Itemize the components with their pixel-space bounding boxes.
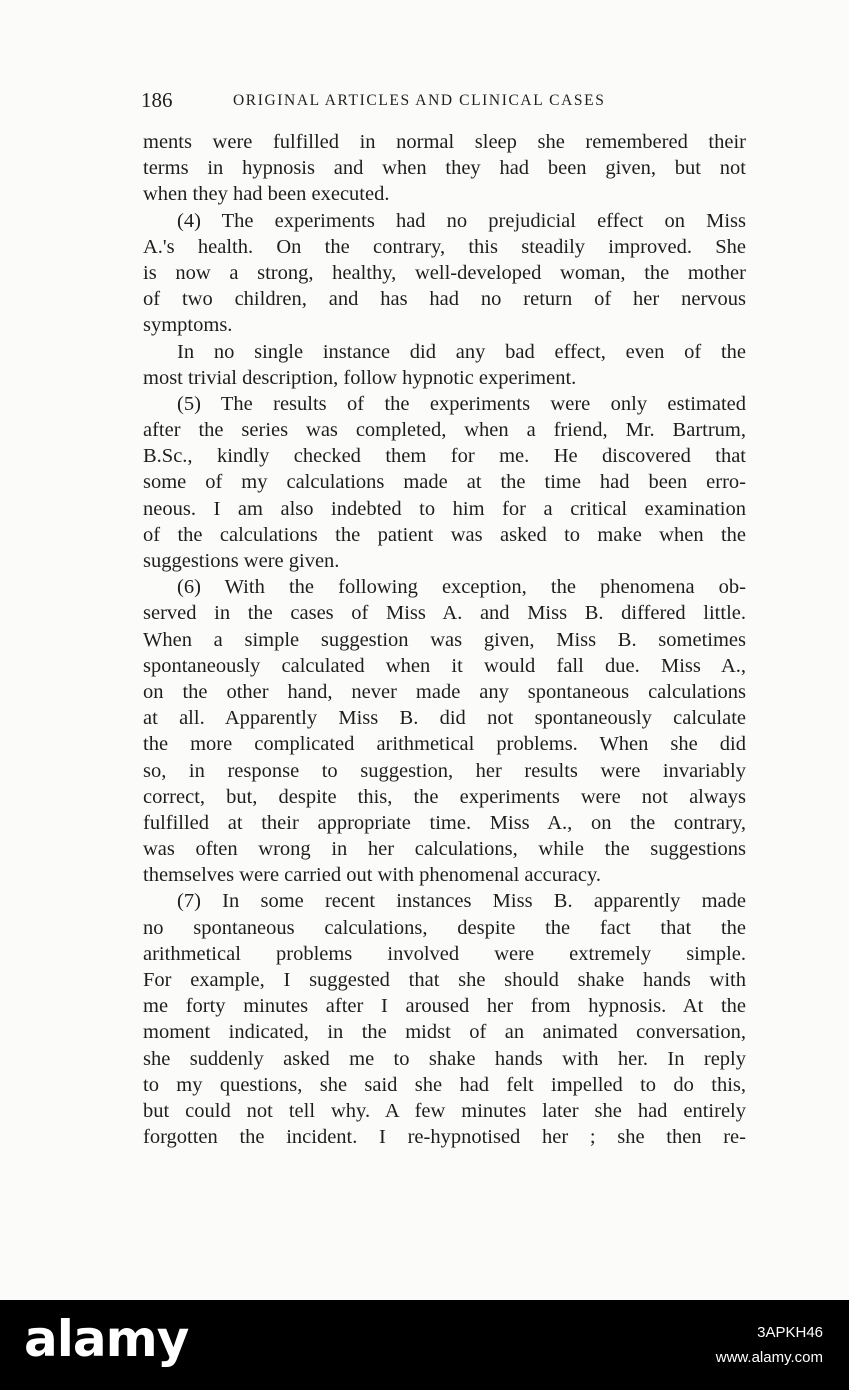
watermark-bar (0, 1300, 849, 1390)
text-line: the more complicated arithmetical problems. When she did (143, 733, 746, 756)
running-title: ORIGINAL ARTICLES AND CLINICAL CASES (233, 92, 606, 109)
text-line: when they had been executed. (143, 183, 390, 206)
body-text (143, 129, 746, 1150)
running-head (141, 88, 746, 114)
text-line: me forty minutes after I aroused her from hypnosis. At the (143, 995, 746, 1018)
text-line: so, in response to suggestion, her results were invariably (143, 759, 746, 782)
text-line: most trivial description, follow hypnotic experiment. (143, 366, 577, 389)
site-url: www.alamy.com (715, 1349, 823, 1366)
text-line: to my questions, she said she had felt impelled to do this, (143, 1073, 746, 1096)
text-line: arithmetical problems involved were extremely simple. (143, 942, 746, 965)
text-line: suggestions were given. (143, 550, 340, 572)
text-line: (5) The results of the experiments were only estimated (177, 392, 746, 415)
text-line: forgotten the incident. I re-hypnotised her ; she then re- (143, 1126, 746, 1149)
text-line: but could not tell why. A few minutes later she had entirely (143, 1099, 746, 1122)
text-line: terms in hypnosis and when they had been given, but not (143, 157, 746, 180)
image-id: 3APKH46 (757, 1324, 823, 1341)
text-line: no spontaneous calculations, despite the fact that the (143, 916, 746, 939)
text-line: For example, I suggested that she should shake hands with (143, 969, 746, 991)
text-line: A.'s health. On the contrary, this steadily improved. She (143, 235, 746, 258)
text-line: is now a strong, healthy, well-developed woman, the mother (143, 261, 746, 284)
page-number: 186 (141, 88, 173, 112)
text-line: (6) With the following exception, the phenomena ob- (177, 576, 746, 599)
text-line: was often wrong in her calculations, while the suggestions (143, 838, 746, 861)
text-line: fulfilled at their appropriate time. Miss A., on the contrary, (143, 811, 746, 834)
text-line: ments were fulfilled in normal sleep she remembered their (143, 131, 746, 153)
text-line: some of my calculations made at the time had been erro- (143, 471, 746, 494)
text-line: she suddenly asked me to shake hands with her. In reply (143, 1047, 746, 1070)
text-line: correct, but, despite this, the experiments were not always (143, 785, 746, 808)
text-line: B.Sc., kindly checked them for me. He discovered that (143, 445, 746, 468)
text-line: themselves were carried out with phenomenal accuracy. (143, 864, 602, 887)
text-line: spontaneously calculated when it would fall due. Miss A., (143, 654, 746, 677)
text-line: When a simple suggestion was given, Miss B. sometimes (143, 628, 746, 651)
text-line: on the other hand, never made any spontaneous calculations (143, 680, 746, 703)
text-line: served in the cases of Miss A. and Miss B. differed little. (143, 602, 746, 625)
text-line: neous. I am also indebted to him for a critical examination (143, 497, 746, 520)
text-line: of two children, and has had no return of her nervous (143, 288, 746, 311)
text-line: at all. Apparently Miss B. did not spontaneously calculate (143, 707, 746, 730)
text-line: of the calculations the patient was asked to make when the (143, 523, 746, 546)
alamy-logo: alamy (24, 1310, 189, 1368)
text-line: symptoms. (143, 314, 233, 337)
text-line: moment indicated, in the midst of an animated conversation, (143, 1021, 746, 1044)
text-line: (4) The experiments had no prejudicial effect on Miss (177, 209, 746, 232)
text-line: (7) In some recent instances Miss B. apparently made (177, 890, 746, 913)
text-line: In no single instance did any bad effect, even of the (177, 340, 746, 363)
text-line: after the series was completed, when a friend, Mr. Bartrum, (143, 419, 746, 442)
